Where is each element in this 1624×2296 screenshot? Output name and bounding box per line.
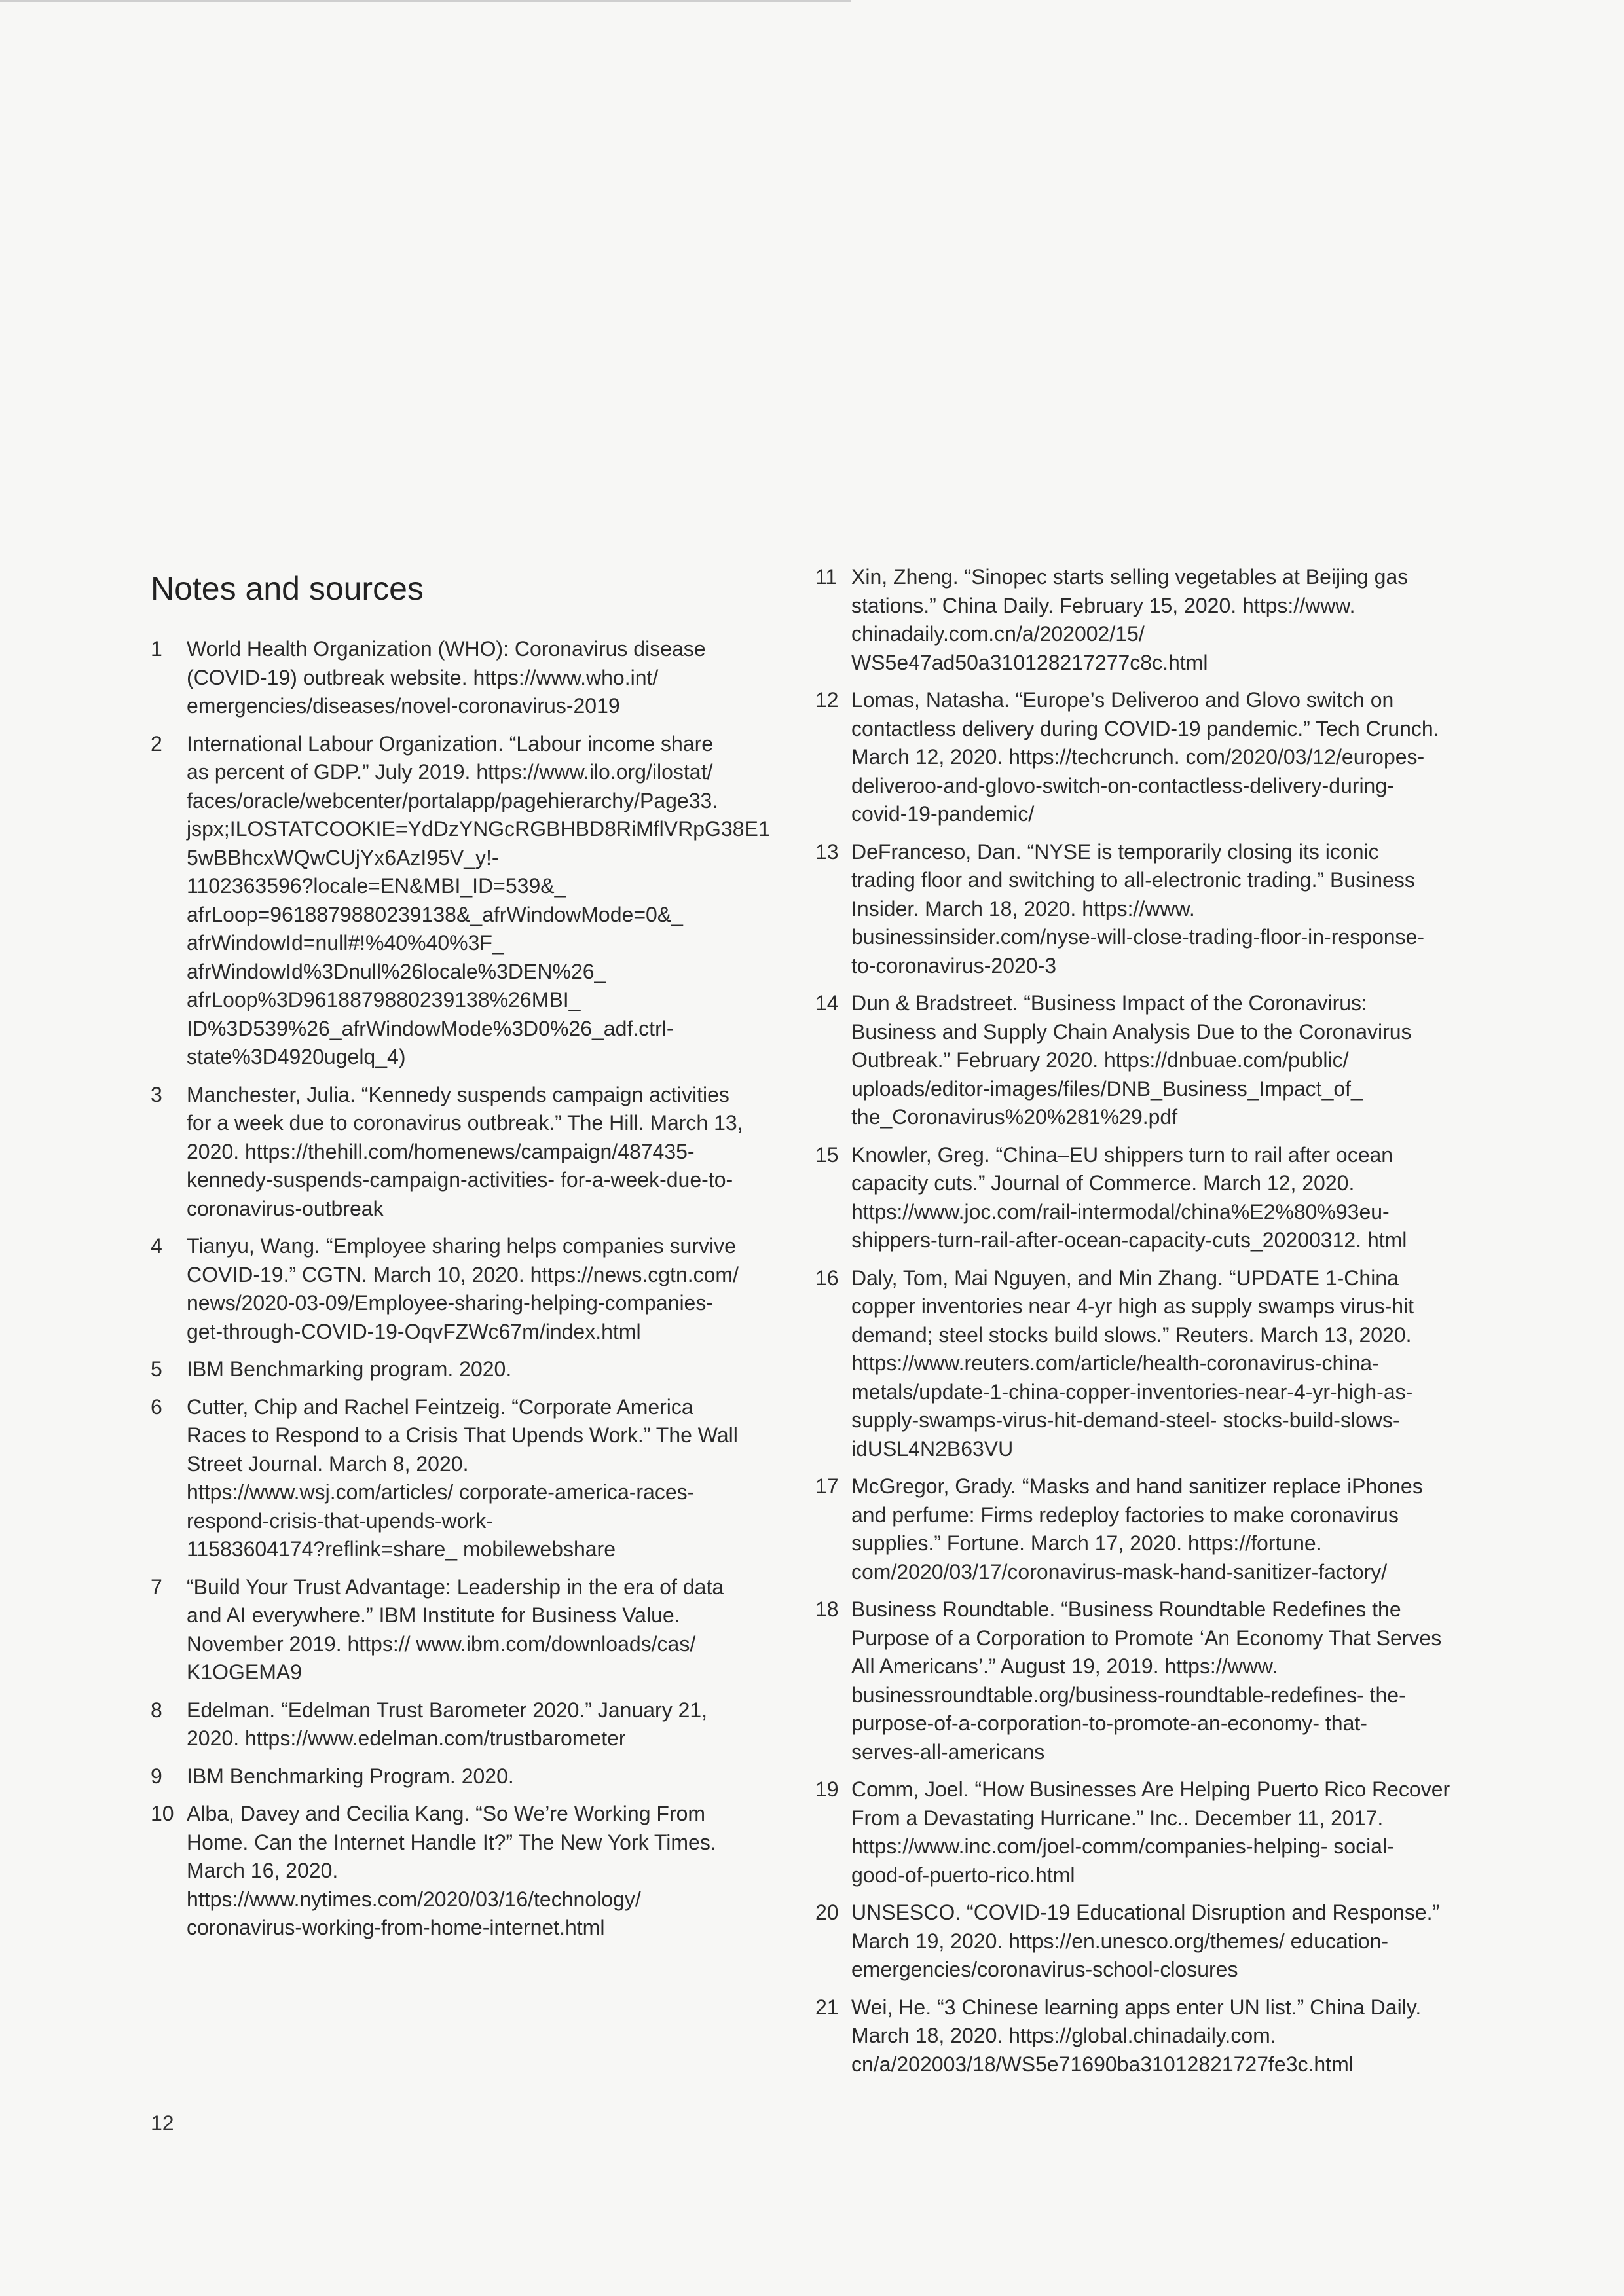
note-line: Cutter, Chip and Rachel Feintzeig. “Corporate America xyxy=(187,1394,693,1419)
note-line: https://www.wsj.com/articles/ corporate-america-races- xyxy=(187,1480,695,1504)
note-item xyxy=(815,1141,1490,1255)
note-number: 3 xyxy=(151,1082,162,1106)
note-item xyxy=(151,1762,773,1791)
note-number: 9 xyxy=(151,1764,162,1788)
note-line: demand; steel stocks build slows.” Reuters. March 13, 2020. xyxy=(851,1322,1412,1347)
note-item xyxy=(815,1994,1490,2079)
note-number: 4 xyxy=(151,1234,162,1258)
note-text xyxy=(851,1264,1490,1464)
note-line: com/2020/03/17/coronavirus-mask-hand-sanitizer-factory/ xyxy=(851,1559,1388,1584)
note-text xyxy=(187,1762,773,1791)
note-line: https://www.joc.com/rail-intermodal/china%E2%80%93eu- xyxy=(851,1199,1390,1224)
note-line: purpose-of-a-corporation-to-promote-an-economy- that- xyxy=(851,1711,1367,1735)
note-item xyxy=(151,1696,773,1753)
note-number: 5 xyxy=(151,1357,162,1381)
note-line: Alba, Davey and Cecilia Kang. “So We’re Working From xyxy=(187,1802,706,1825)
note-item xyxy=(815,1595,1490,1766)
note-line: Tianyu, Wang. “Employee sharing helps companies survive xyxy=(187,1234,736,1258)
note-line: and perfume: Firms redeploy factories to make coronavirus xyxy=(851,1503,1399,1527)
note-line: kennedy-suspends-campaign-activities- for-a-week-due-to- xyxy=(187,1168,733,1192)
note-line: (COVID-19) outbreak website. https://www.who.int/ xyxy=(187,665,659,689)
note-line: November 2019. https:// www.ibm.com/downloads/cas/ xyxy=(187,1631,696,1656)
note-line: Manchester, Julia. “Kennedy suspends campaign activities xyxy=(187,1082,729,1106)
note-line: From a Devastating Hurricane.” Inc.. December 11, 2017. xyxy=(851,1806,1384,1830)
note-item xyxy=(815,989,1490,1132)
top-divider xyxy=(0,0,851,2)
note-line: contactless delivery during COVID-19 pandemic.” Tech Crunch. xyxy=(851,716,1439,740)
note-line: state%3D4920ugelq_4) xyxy=(187,1045,406,1068)
note-text xyxy=(187,1800,773,1942)
note-line: Dun & Bradstreet. “Business Impact of the Coronavirus: xyxy=(851,991,1367,1015)
note-line: supply-swamps-virus-hit-demand-steel- stocks-build-slows- xyxy=(851,1408,1400,1432)
note-number: 19 xyxy=(815,1777,839,1801)
note-line: ID%3D539%26_afrWindowMode%3D0%26_adf.ctrl- xyxy=(187,1016,674,1040)
note-line: Xin, Zheng. “Sinopec starts selling vegetables at Beijing gas xyxy=(851,565,1409,589)
note-line: cn/a/202003/18/WS5e71690ba31012821727fe3c.html xyxy=(851,2052,1354,2076)
note-text xyxy=(187,1573,773,1687)
note-line: copper inventories near 4-yr high as supply swamps virus-hit xyxy=(851,1294,1414,1318)
note-line: Comm, Joel. “How Businesses Are Helping Puerto Rico Recover xyxy=(851,1777,1450,1801)
note-line: coronavirus-working-from-home-internet.html xyxy=(187,1916,605,1939)
note-line: jspx;ILOSTATCOOKIE=YdDzYNGcRGBHBD8RiMflVRpG38E1 xyxy=(187,817,770,841)
note-line: good-of-puerto-rico.html xyxy=(851,1863,1075,1887)
note-item xyxy=(815,1899,1490,1984)
note-item xyxy=(815,838,1490,981)
page-title: Notes and sources xyxy=(151,570,424,607)
note-line: https://www.nytimes.com/2020/03/16/technology/ xyxy=(187,1887,641,1911)
note-item xyxy=(815,1776,1490,1889)
note-line: businessinsider.com/nyse-will-close-trading-floor-in-response- xyxy=(851,925,1424,949)
note-item xyxy=(151,1355,773,1384)
note-line: for a week due to coronavirus outbreak.” The Hill. March 13, xyxy=(187,1111,743,1135)
note-text xyxy=(851,1472,1490,1586)
note-line: Business and Supply Chain Analysis Due to the Coronavirus xyxy=(851,1019,1412,1044)
note-line: get-through-COVID-19-OqvFZWc67m/index.html xyxy=(187,1319,641,1343)
note-text xyxy=(187,1081,773,1224)
note-line: Races to Respond to a Crisis That Upends Work.” The Wall xyxy=(187,1423,738,1447)
notes-list-left xyxy=(151,635,773,1952)
note-line: and AI everywhere.” IBM Institute for Business Value. xyxy=(187,1603,680,1627)
note-line: stations.” China Daily. February 15, 2020. https://www. xyxy=(851,593,1356,617)
note-number: 6 xyxy=(151,1394,162,1419)
note-item xyxy=(815,686,1490,829)
note-text xyxy=(187,1696,773,1753)
note-item xyxy=(815,1472,1490,1586)
note-line: Street Journal. March 8, 2020. xyxy=(187,1451,469,1476)
note-line: DeFranceso, Dan. “NYSE is temporarily closing its iconic xyxy=(851,839,1379,864)
note-line: afrLoop%3D9618879880239138%26MBI_ xyxy=(187,988,581,1011)
note-text xyxy=(187,1355,773,1384)
note-line: Daly, Tom, Mai Nguyen, and Min Zhang. “UPDATE 1-China xyxy=(851,1266,1399,1290)
note-line: trading floor and switching to all-electronic trading.” Business xyxy=(851,868,1415,892)
note-text xyxy=(851,989,1490,1132)
note-line: faces/oracle/webcenter/portalapp/pagehierarchy/Page33. xyxy=(187,788,718,812)
note-text xyxy=(851,1595,1490,1766)
note-number: 16 xyxy=(815,1266,839,1290)
note-line: afrLoop=9618879880239138&_afrWindowMode=0&_ xyxy=(187,902,683,926)
note-item xyxy=(151,1393,773,1564)
note-number: 21 xyxy=(815,1995,839,2019)
note-number: 11 xyxy=(815,565,838,589)
note-number: 12 xyxy=(815,688,839,712)
note-line: Insider. March 18, 2020. https://www. xyxy=(851,896,1195,920)
note-text xyxy=(187,730,773,1072)
notes-list-right xyxy=(815,563,1490,2088)
note-line: March 12, 2020. https://techcrunch. com/2020/03/12/europes- xyxy=(851,745,1425,769)
note-line: serves-all-americans xyxy=(851,1740,1045,1764)
note-line: COVID-19.” CGTN. March 10, 2020. https://news.cgtn.com/ xyxy=(187,1262,739,1286)
note-number: 8 xyxy=(151,1698,162,1722)
note-line: idUSL4N2B63VU xyxy=(851,1436,1014,1461)
note-text xyxy=(851,563,1490,677)
note-line: coronavirus-outbreak xyxy=(187,1196,384,1220)
note-line: chinadaily.com.cn/a/202002/15/ xyxy=(851,622,1145,646)
note-line: news/2020-03-09/Employee-sharing-helping-companies- xyxy=(187,1291,713,1315)
note-line: Outbreak.” February 2020. https://dnbuae.com/public/ xyxy=(851,1048,1349,1072)
note-line: afrWindowId%3Dnull%26locale%3DEN%26_ xyxy=(187,959,606,983)
note-line: March 18, 2020. https://global.chinadaily.com. xyxy=(851,2024,1276,2047)
note-line: uploads/editor-images/files/DNB_Business_Impact_of_ xyxy=(851,1076,1363,1101)
note-item xyxy=(151,1232,773,1346)
note-line: respond-crisis-that-upends-work- xyxy=(187,1508,493,1533)
note-line: https://www.inc.com/joel-comm/companies-helping- social- xyxy=(851,1834,1394,1858)
note-line: shippers-turn-rail-after-ocean-capacity-cuts_20200312. html xyxy=(851,1228,1407,1252)
note-number: 20 xyxy=(815,1901,839,1924)
note-line: Lomas, Natasha. “Europe’s Deliveroo and Glovo switch on xyxy=(851,688,1394,712)
note-line: the_Coronavirus%20%281%29.pdf xyxy=(851,1105,1178,1129)
note-line: IBM Benchmarking Program. 2020. xyxy=(187,1764,514,1788)
note-line: WS5e47ad50a310128217277c8c.html xyxy=(851,650,1208,674)
note-line: 2020. https://www.edelman.com/trustbarometer xyxy=(187,1726,626,1750)
note-number: 2 xyxy=(151,731,162,756)
note-number: 10 xyxy=(151,1802,174,1825)
note-item xyxy=(815,563,1490,677)
note-text xyxy=(851,1994,1490,2079)
note-line: emergencies/diseases/novel-coronavirus-2019 xyxy=(187,694,620,718)
note-number: 18 xyxy=(815,1597,839,1621)
note-line: covid-19-pandemic/ xyxy=(851,802,1035,826)
note-line: Business Roundtable. “Business Roundtable Redefines the xyxy=(851,1597,1401,1621)
note-item xyxy=(815,1264,1490,1464)
note-line: https://www.reuters.com/article/health-coronavirus-china- xyxy=(851,1351,1379,1375)
note-line: Edelman. “Edelman Trust Barometer 2020.” January 21, xyxy=(187,1698,708,1722)
note-item xyxy=(151,635,773,721)
note-text xyxy=(187,1393,773,1564)
note-number: 1 xyxy=(151,637,162,661)
note-line: “Build Your Trust Advantage: Leadership in the era of data xyxy=(187,1575,724,1599)
note-line: March 16, 2020. xyxy=(187,1859,339,1882)
note-line: All Americans’.” August 19, 2019. https://www. xyxy=(851,1654,1278,1678)
note-line: emergencies/coronavirus-school-closures xyxy=(851,1958,1238,1981)
note-text xyxy=(187,1232,773,1346)
note-line: to-coronavirus-2020-3 xyxy=(851,953,1057,977)
note-line: World Health Organization (WHO): Coronavirus disease xyxy=(187,637,706,661)
note-line: 1102363596?locale=EN&MBI_ID=539&_ xyxy=(187,874,566,898)
note-line: K1OGEMA9 xyxy=(187,1660,303,1684)
note-item xyxy=(151,1081,773,1224)
note-text xyxy=(851,1899,1490,1984)
note-line: International Labour Organization. “Labour income share xyxy=(187,731,714,756)
note-number: 7 xyxy=(151,1575,162,1599)
note-line: deliveroo-and-glovo-switch-on-contactless-delivery-during- xyxy=(851,773,1394,797)
note-line: IBM Benchmarking program. 2020. xyxy=(187,1357,512,1381)
note-item xyxy=(151,1573,773,1687)
note-line: Home. Can the Internet Handle It?” The New York Times. xyxy=(187,1830,716,1854)
note-item xyxy=(151,730,773,1072)
note-number: 17 xyxy=(815,1474,839,1498)
note-item xyxy=(151,1800,773,1942)
note-line: afrWindowId=null#!%40%40%3F_ xyxy=(187,931,504,955)
note-line: 11583604174?reflink=share_ mobilewebshare xyxy=(187,1537,616,1561)
note-text xyxy=(851,686,1490,829)
page-number: 12 xyxy=(151,2111,174,2135)
note-line: businessroundtable.org/business-roundtable-redefines- the- xyxy=(851,1683,1406,1707)
note-line: Wei, He. “3 Chinese learning apps enter UN list.” China Daily. xyxy=(851,1995,1422,2019)
note-line: capacity cuts.” Journal of Commerce. March 12, 2020. xyxy=(851,1171,1355,1195)
note-text xyxy=(851,1776,1490,1889)
note-line: Knowler, Greg. “China–EU shippers turn to rail after ocean xyxy=(851,1142,1393,1167)
note-line: supplies.” Fortune. March 17, 2020. https://fortune. xyxy=(851,1531,1322,1555)
note-number: 15 xyxy=(815,1142,839,1167)
note-line: Purpose of a Corporation to Promote ‘An Economy That Serves xyxy=(851,1626,1442,1650)
note-line: McGregor, Grady. “Masks and hand sanitizer replace iPhones xyxy=(851,1474,1423,1498)
note-text xyxy=(851,838,1490,981)
note-line: March 19, 2020. https://en.unesco.org/themes/ education- xyxy=(851,1929,1389,1953)
note-line: metals/update-1-china-copper-inventories-near-4-yr-high-as- xyxy=(851,1379,1413,1404)
note-line: 5wBBhcxWQwCUjYx6AzI95V_y!- xyxy=(187,845,499,869)
note-line: as percent of GDP.” July 2019. https://www.ilo.org/ilostat/ xyxy=(187,760,713,784)
note-line: 2020. https://thehill.com/homenews/campaign/487435- xyxy=(187,1139,695,1163)
note-line: UNSESCO. “COVID-19 Educational Disruption and Response.” xyxy=(851,1901,1440,1924)
note-number: 13 xyxy=(815,839,839,864)
note-text xyxy=(851,1141,1490,1255)
note-number: 14 xyxy=(815,991,839,1015)
note-text xyxy=(187,635,773,721)
